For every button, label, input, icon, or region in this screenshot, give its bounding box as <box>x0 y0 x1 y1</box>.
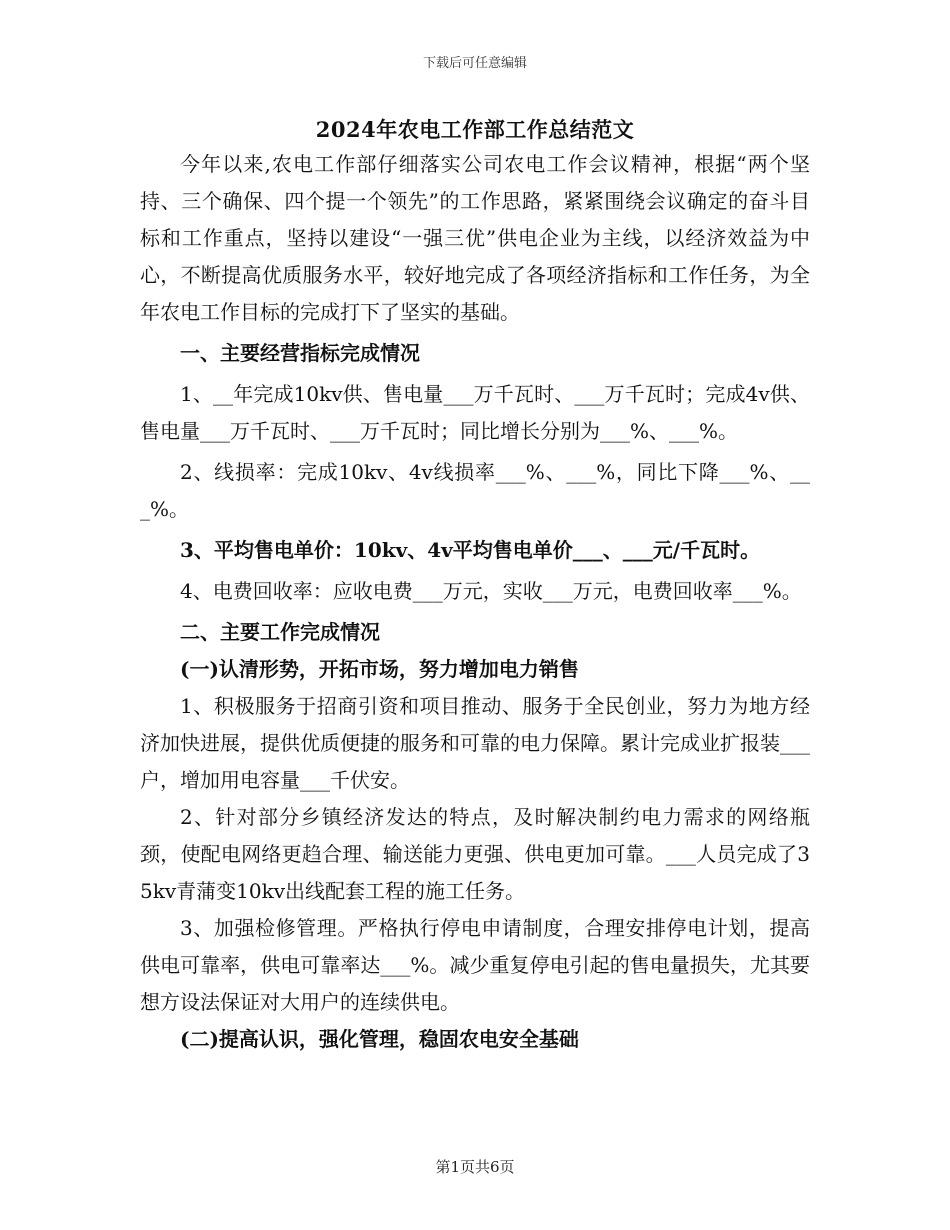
page-number: 第1页共6页 <box>435 1158 515 1176</box>
paragraph-2-3: 3、加强检修管理。严格执行停电申请制度，合理安排停电计划，提高供电可靠率，供电可靠率达___%。减少重复停电引起的售电量损失，尤其要想方设法保证对大用户的连续供电。 <box>140 916 810 1014</box>
paragraph-1-4: 4、电费回收率：应收电费___万元，实收___万元，电费回收率___%。 <box>180 579 802 603</box>
intro-paragraph: 今年以来,农电工作部仔细落实公司农电工作会议精神，根据“两个坚持、三个确保、四个提一个领先”的工作思路，紧紧围绕会议确定的奋斗目标和工作重点，坚持以建设“一强三优”供电企业为主线，以经济效益为中心，不断提高优质服务水平，较好地完成了各项经济指标和工作任务，为全年农电工作目标的完成打下了坚实的基础。 <box>140 152 810 324</box>
document-title: 2024年农电工作部工作总结范文 <box>315 117 635 142</box>
paragraph-2-1: 1、积极服务于招商引资和项目推动、服务于全民创业，努力为地方经济加快进展，提供优质便捷的服务和可靠的电力保障。累计完成业扩报装___户，增加用电容量___千伏安。 <box>140 694 810 792</box>
paragraph-1-3: 3、平均售电单价：10kv、4v平均售电单价___、___元/千瓦时。 <box>180 538 761 562</box>
section-heading-2: 二、主要工作完成情况 <box>180 620 380 644</box>
paragraph-1-2: 2、线损率：完成10kv、4v线损率___%、___%，同比下降___%、___%。 <box>140 460 810 521</box>
section-heading-1: 一、主要经营指标完成情况 <box>180 341 420 365</box>
paragraph-1-1: 1、__年完成10kv供、售电量___万千瓦时、___万千瓦时；完成4v供、售电量___万千瓦时、___万千瓦时；同比增长分别为___%、___%。 <box>140 382 810 443</box>
paragraph-2-2: 2、针对部分乡镇经济发达的特点，及时解决制约电力需求的网络瓶颈，使配电网络更趋合理、输送能力更强、供电更加可靠。___人员完成了35kv青蒲变10kv出线配套工程的施工任务。 <box>140 805 810 903</box>
subsection-heading-1: (一)认清形势，开拓市场，努力增加电力销售 <box>180 657 579 681</box>
document-body <box>140 146 810 1058</box>
header-note: 下载后可任意编辑 <box>422 56 527 71</box>
subsection-heading-2: (二)提高认识，强化管理，稳固农电安全基础 <box>180 1027 579 1051</box>
